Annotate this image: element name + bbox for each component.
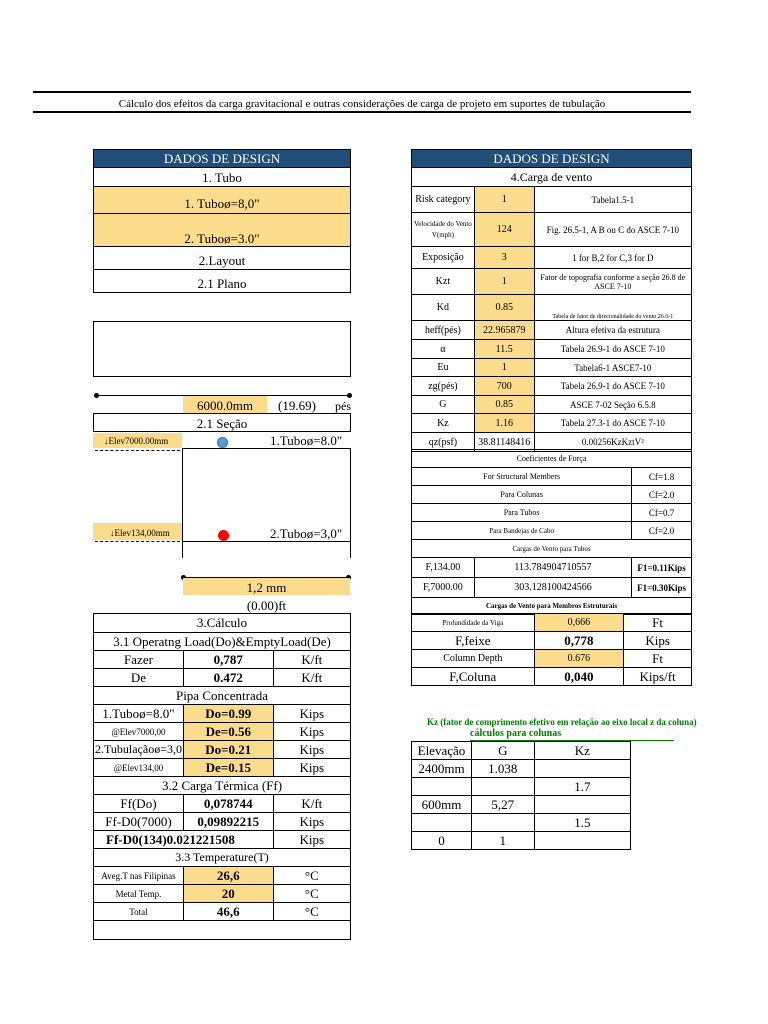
coef-table [411, 449, 692, 558]
wind-note: Fator de topografia conforme a seção 26.8 de ASCE 7-10 [534, 269, 691, 295]
kz-row [412, 796, 631, 814]
kz-cell [534, 832, 630, 850]
temp-title: 3.3 Temperature(T) [94, 849, 351, 867]
wind-label: Risk category [412, 187, 475, 213]
pipe-wind-table [411, 557, 692, 615]
wind-row [412, 321, 692, 340]
load-row [94, 651, 351, 669]
plano-cell [93, 269, 351, 293]
kz-cell [534, 760, 630, 778]
struct-unit: Ft [624, 614, 692, 632]
kz-header: Kz [534, 742, 630, 760]
wind-label: Kzt [412, 269, 475, 295]
termica-unit: Kips [273, 813, 350, 831]
struct-unit: Ft [624, 650, 692, 668]
struct-label: F,Coluna [412, 668, 535, 686]
coef-title: Coeficientes de Força [412, 450, 692, 468]
struct-value: 0.676 [534, 650, 624, 668]
coef-row [412, 468, 692, 486]
load-label: Fazer [94, 651, 184, 669]
kz-table [411, 741, 631, 850]
pipe-wind-result: F1=0.11Kips [632, 558, 692, 578]
kz-cell: 1.038 [471, 760, 534, 778]
plan-drawing-area [93, 321, 351, 377]
load-unit: K/ft [273, 651, 350, 669]
secao-cell [93, 413, 351, 432]
struct-unit: Kips/ft [624, 668, 692, 686]
wind-row [412, 213, 692, 247]
kz-cell [471, 778, 534, 796]
temp-unit: °C [273, 867, 350, 885]
title-bottom-rule [33, 111, 691, 113]
temp-label: Total [94, 903, 184, 921]
kz-note: Kz (fator de comprimento efetivo em relação ao eixo local z da coluna) [427, 717, 697, 727]
struct-value: 0,666 [534, 614, 624, 632]
empty-row [94, 921, 351, 940]
pipa-unit: Kips [273, 741, 350, 759]
elev2-dash [95, 541, 180, 542]
wind-label: heff(pés) [412, 321, 475, 340]
kz-subtitle: cálculos para colunas [470, 729, 674, 741]
load-value: 0,787 [183, 651, 273, 669]
wind-row [412, 247, 692, 269]
termica-label: Ff(Do) [94, 795, 184, 813]
pipe-wind-title: Cargas de Vento para Tubos [412, 540, 692, 558]
termica-label: Ff-D0(134)0.021221508 [94, 831, 274, 849]
pipa-row [94, 741, 351, 759]
tubo-title: 1. Tubo [202, 170, 242, 185]
pipa-row [94, 759, 351, 777]
wind-label: zg(pés) [412, 377, 475, 396]
plano-label: 2.1 Plano [197, 276, 247, 291]
wind-note: ASCE 7-02 Seção 6.5.8 [534, 396, 691, 414]
struct-label: Column Depth [412, 650, 535, 668]
wind-note: 1 for B,2 for C,3 for D [534, 247, 691, 269]
dimension-end-right [347, 393, 352, 398]
tubo2-cell [93, 213, 351, 247]
struct-label: F,feixe [412, 632, 535, 650]
wind-note: Tabela6-1 ASCE7-10 [534, 359, 691, 377]
kz-row [412, 778, 631, 796]
wind-label: Kd [412, 295, 475, 321]
kz-cell [471, 814, 534, 832]
dimension-end-left [94, 393, 99, 398]
wind-value: 1 [474, 187, 534, 213]
pipe-wind-row [412, 578, 692, 598]
wind-label: qz(psf) [412, 433, 475, 452]
temp-value: 26,6 [183, 867, 273, 885]
wind-note: Tabela 27.3-1 do ASCE 7-10 [534, 414, 691, 433]
pipa-unit: Kips [273, 705, 350, 723]
kz-row [412, 832, 631, 850]
dimension-ft: (19.69) [278, 398, 316, 413]
temp-label: Aveg.T nas Filipinas [94, 867, 184, 885]
coef-label: Para Bandejas de Cabo [412, 522, 632, 540]
struct-value: 0,778 [534, 632, 624, 650]
elev1-dash [95, 450, 180, 451]
pipa-label: @Elev134,00 [94, 759, 184, 777]
load-value: 0.472 [183, 669, 273, 687]
wind-note: Tabela de fator de direcionalidade do vento 26.6-1 [534, 295, 691, 321]
wind-row [412, 295, 692, 321]
pipa-row [94, 723, 351, 741]
left-header: DADOS DE DESIGN [93, 149, 351, 168]
dimension-mm: 6000.0mm [197, 398, 253, 413]
termica-row [94, 831, 351, 849]
kz-cell: 5,27 [471, 796, 534, 814]
pipa-unit: Kips [273, 759, 350, 777]
wind-value: 0.85 [474, 396, 534, 414]
temp-row [94, 867, 351, 885]
coef-value: Cf=1.8 [632, 468, 692, 486]
tubo2-label: 2. Tuboø=3.0" [184, 231, 260, 246]
right-header: DADOS DE DESIGN [411, 149, 692, 168]
kz-cell: 1 [471, 832, 534, 850]
kz-cell: 600mm [412, 796, 472, 814]
page-title: Cálculo dos efeitos da carga gravitacional e outras considerações de carga de projeto em suportes de tubulação [118, 98, 606, 110]
elev1-label: ↓Elev7000.00mm [104, 436, 169, 446]
wind-value: 1.16 [474, 414, 534, 433]
temp-row [94, 903, 351, 921]
struct-unit: Kips [624, 632, 692, 650]
tubo1-cell [93, 186, 351, 214]
wind-label: Exposição [412, 247, 475, 269]
layout-cell [93, 246, 351, 270]
pipa-title: Pipa Concentrada [94, 687, 351, 705]
temp-value: 46,6 [183, 903, 273, 921]
wind-note: Tabela 26.9-1 do ASCE 7-10 [534, 377, 691, 396]
pipa-value: Do=0.21 [183, 741, 273, 759]
load-row [94, 669, 351, 687]
pipe-wind-value: 303.128100424566 [474, 578, 631, 598]
coef-value: Cf=2.0 [632, 522, 692, 540]
wind-row [412, 269, 692, 295]
pipa-value: De=0.56 [183, 723, 273, 741]
kz-cell: 1.5 [534, 814, 630, 832]
coef-value: Cf=0.7 [632, 504, 692, 522]
wind-value: 38.81148416 [474, 433, 534, 452]
temp-unit: °C [273, 885, 350, 903]
kz-cell: 1.7 [534, 778, 630, 796]
kz-cell: 0 [412, 832, 472, 850]
struct-row [412, 650, 692, 668]
pipa-label: @Elev7000,00 [94, 723, 184, 741]
secao-label: 2.1 Seção [196, 416, 248, 431]
load-unit: K/ft [273, 669, 350, 687]
kz-cell [412, 778, 472, 796]
struct-row [412, 614, 692, 632]
pipe-wind-value: 113.784904710557 [474, 558, 631, 578]
kz-row [412, 760, 631, 778]
termica-value: 0,09892215 [183, 813, 273, 831]
pipa-value: Do=0.99 [183, 705, 273, 723]
tubo-title-cell [93, 167, 351, 187]
kz-header-row [412, 742, 631, 760]
struct-row [412, 632, 692, 650]
dimension-unit: pés [335, 399, 351, 413]
pipa-label: 1.Tuboø=8.0" [94, 705, 184, 723]
wind-label: Velocidade do Vento V(mph) [412, 213, 475, 247]
pipe-wind-row [412, 558, 692, 578]
wind-value: 1 [474, 359, 534, 377]
coef-label: Para Tubos [412, 504, 632, 522]
wind-label: Eu [412, 359, 475, 377]
elev2-pipe-label: 2.Tuboø=3,0" [270, 526, 343, 541]
termica-title: 3.2 Carga Térmica (Ff) [94, 777, 351, 795]
kz-header: G [471, 742, 534, 760]
termica-unit: K/ft [273, 795, 350, 813]
elev2-label: ↓Elev134,00mm [110, 528, 170, 538]
title-top-rule [33, 91, 691, 93]
pipa-value: De=0.15 [183, 759, 273, 777]
layout-label: 2.Layout [198, 253, 246, 268]
pipe2-circle [218, 530, 229, 541]
kz-cell [412, 814, 472, 832]
pipe-wind-result: F1=0.30Kips [632, 578, 692, 598]
wind-row [412, 414, 692, 433]
wind-value: 3 [474, 247, 534, 269]
coef-value: Cf=2.0 [632, 486, 692, 504]
coef-row [412, 486, 692, 504]
kz-row [412, 814, 631, 832]
coef-row [412, 522, 692, 540]
section-line-2 [182, 541, 351, 542]
calc-title: 3.Cálculo [94, 614, 351, 633]
wind-note: Fig. 26.5-1, A B ou C do ASCE 7-10 [534, 213, 691, 247]
pipa-unit: Kips [273, 723, 350, 741]
load-label: De [94, 669, 184, 687]
wind-title: 4.Carga de vento [412, 168, 692, 187]
gap-mm: 1,2 mm [246, 580, 287, 595]
gap-ft: (0.00)ft [246, 598, 287, 613]
termica-row [94, 795, 351, 813]
pipe1-circle [217, 437, 228, 448]
wind-row [412, 396, 692, 414]
wind-note: 0.00256KzKztV² [534, 433, 691, 452]
temp-unit: °C [273, 903, 350, 921]
wind-value: 124 [474, 213, 534, 247]
pipe-wind-label: F,134.00 [412, 558, 475, 578]
kz-header: Elevação [412, 742, 472, 760]
calculation-table [93, 613, 351, 940]
wind-row [412, 377, 692, 396]
kz-cell: 2400mm [412, 760, 472, 778]
tubo1-label: 1. Tuboø=8,0" [184, 196, 260, 211]
temp-label: Metal Temp. [94, 885, 184, 903]
wind-label: α [412, 340, 475, 359]
wind-row [412, 340, 692, 359]
termica-row [94, 813, 351, 831]
coef-label: For Structural Members [412, 468, 632, 486]
wind-note: Altura efetiva da estrutura [534, 321, 691, 340]
wind-value: 22.965879 [474, 321, 534, 340]
temp-row [94, 885, 351, 903]
wind-value: 11.5 [474, 340, 534, 359]
load-title: 3.1 Operatng Load(Do)&EmptyLoad(De) [94, 633, 351, 651]
wind-row [412, 187, 692, 213]
wind-value: 0.85 [474, 295, 534, 321]
pipa-row [94, 705, 351, 723]
wind-value: 1 [474, 269, 534, 295]
kz-cell [534, 796, 630, 814]
elev1-pipe-label: 1.Tuboø=8.0" [270, 433, 343, 448]
wind-note: Tabela 26.9-1 do ASCE 7-10 [534, 340, 691, 359]
wind-label: Kz [412, 414, 475, 433]
temp-value: 20 [183, 885, 273, 903]
termica-unit: Kips [273, 831, 350, 849]
wind-table [411, 167, 692, 452]
struct-title: Cargas de Vento para Membros Estruturais [412, 598, 692, 615]
coef-row [412, 504, 692, 522]
wind-note: Tabela1.5-1 [534, 187, 691, 213]
struct-row [412, 668, 692, 686]
struct-value: 0,040 [534, 668, 624, 686]
termica-label: Ff-D0(7000) [94, 813, 184, 831]
struct-label: Profundidade da Viga [412, 614, 535, 632]
struct-table [411, 613, 692, 686]
pipa-label: 2.Tubulaçãoø=3,0 [94, 741, 184, 759]
wind-value: 700 [474, 377, 534, 396]
wind-label: G [412, 396, 475, 414]
pipe-wind-label: F,7000.00 [412, 578, 475, 598]
coef-label: Para Colunas [412, 486, 632, 504]
wind-row [412, 359, 692, 377]
termica-value: 0,078744 [183, 795, 273, 813]
